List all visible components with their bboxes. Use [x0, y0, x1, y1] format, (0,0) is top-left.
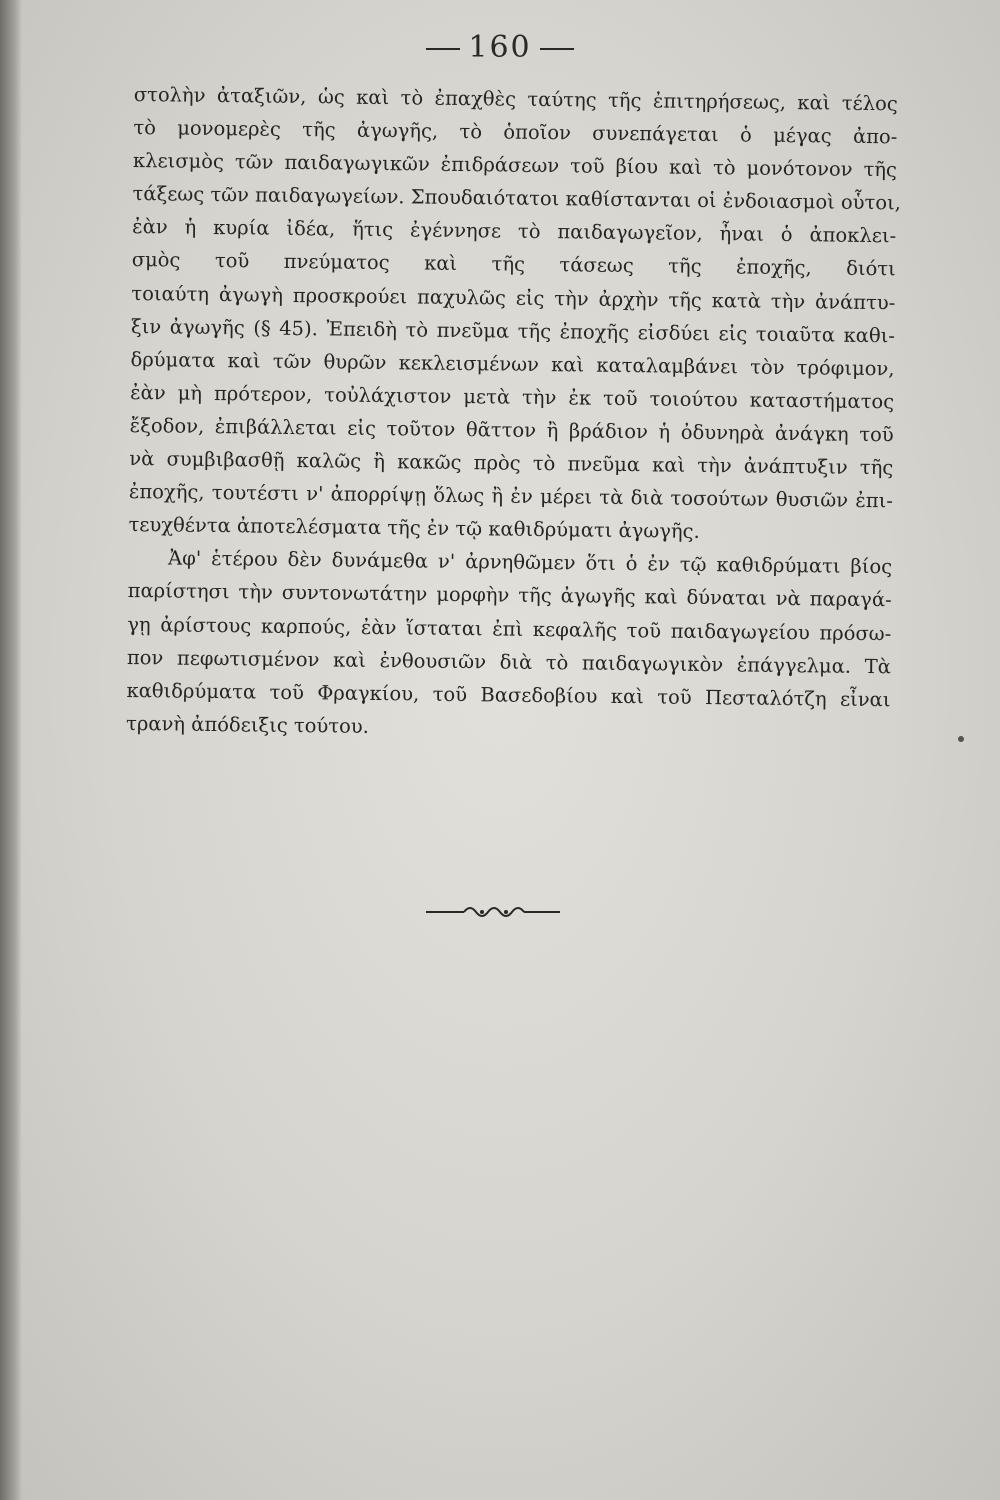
ornamental-divider-icon — [424, 902, 564, 922]
page-number: 160 — [468, 30, 532, 65]
text-line: πον πεφωτισμένον καὶ ἐνθουσιῶν διὰ τὸ παιδαγωγικὸν ἐπάγγελμα. Τὰ — [126, 645, 892, 678]
text-line: τρανὴ ἀπόδειξις τούτου. — [125, 711, 370, 738]
text-line: κλεισμὸς τῶν παιδαγωγικῶν ἐπιδράσεων τοῦ βίου καὶ τὸ μονότονον τῆς — [132, 149, 898, 182]
text-line: ἐὰν μὴ πρότερον, τοὐλάχιστον μετὰ τὴν ἐκ τοῦ τοιούτου καταστήματος — [130, 380, 895, 414]
text-line: τοιαύτη ἀγωγὴ προσκρούει παχυλῶς εἰς τὴν ἀρχὴν τῆς κατὰ τὴν ἀνάπτυ- — [131, 281, 896, 314]
text-line: δρύματα καὶ τῶν θυρῶν κεκλεισμένων καὶ καταλαμβάνει τὸν τρόφιμον, — [130, 347, 895, 381]
header-dash-right — [540, 48, 574, 50]
body-text — [125, 78, 902, 749]
text-line: καθιδρύματα τοῦ Φραγκίου, τοῦ Βασεδοβίου καὶ τοῦ Πεσταλότζη εἶναι — [126, 678, 891, 711]
text-line: ἔξοδον, ἐπιβάλλεται εἰς τοῦτον θᾶττον ἢ βράδιον ἡ ὀδυνηρὰ ἀνάγκη τοῦ — [129, 413, 894, 447]
header-dash-left — [426, 48, 460, 50]
text-line: τὸ μονομερὲς τῆς ἀγωγῆς, τὸ ὁποῖον συνεπάγεται ὁ μέγας ἀπο- — [133, 116, 898, 149]
text-line: παρίστησι τὴν συντονωτάτην μορφὴν τῆς ἀγωγῆς καὶ δύναται νὰ παραγά- — [127, 579, 892, 612]
page-edge-shadow — [0, 0, 22, 1500]
text-line: ξιν ἀγωγῆς (§ 45). Ἐπειδὴ τὸ πνεῦμα τῆς ἐποχῆς εἰσδύει εἰς τοιαῦτα καθι- — [130, 314, 896, 347]
paragraph-1 — [128, 78, 902, 551]
text-line: ἐποχῆς, τουτέστι ν' ἀπορρίψῃ ὅλως ἢ ἐν μέρει τὰ διὰ τοσούτων θυσιῶν ἐπι- — [128, 480, 894, 513]
text-line: στολὴν ἀταξιῶν, ὡς καὶ τὸ ἐπαχθὲς ταύτης τῆς ἐπιτηρήσεως, καὶ τέλος — [133, 82, 898, 116]
page-number-header — [0, 30, 1000, 65]
text-line: γῃ ἀρίστους καρπούς, ἐὰν ἵσταται ἐπὶ κεφαλῆς τοῦ παιδαγωγείου πρόσω- — [127, 612, 892, 645]
text-line: σμὸς τοῦ πνεύματος καὶ τῆς τάσεως τῆς ἐποχῆς, διότι — [131, 248, 896, 281]
paper-speck — [958, 736, 964, 742]
text-line: ἐὰν ἡ κυρία ἰδέα, ἥτις ἐγέννησε τὸ παιδαγωγεῖον, ἦναι ὁ ἀποκλει- — [132, 215, 897, 248]
text-line: Ἀφ' ἑτέρου δὲν δυνάμεθα ν' ἀρνηθῶμεν ὅτι ὁ ἐν τῷ καθιδρύματι βίος — [167, 546, 893, 579]
text-line: τευχθέντα ἀποτελέσματα τῆς ἐν τῷ καθιδρύματι ἀγωγῆς. — [128, 513, 700, 544]
text-line: τάξεως τῶν παιδαγωγείων. Σπουδαιότατοι καθίστανται οἱ ἐνδοιασμοὶ οὗτοι, — [132, 182, 902, 215]
paragraph-2 — [126, 541, 892, 749]
text-line: νὰ συμβιβασθῇ καλῶς ἢ κακῶς πρὸς τὸ πνεῦμα καὶ τὴν ἀνάπτυξιν τῆς — [129, 447, 894, 480]
